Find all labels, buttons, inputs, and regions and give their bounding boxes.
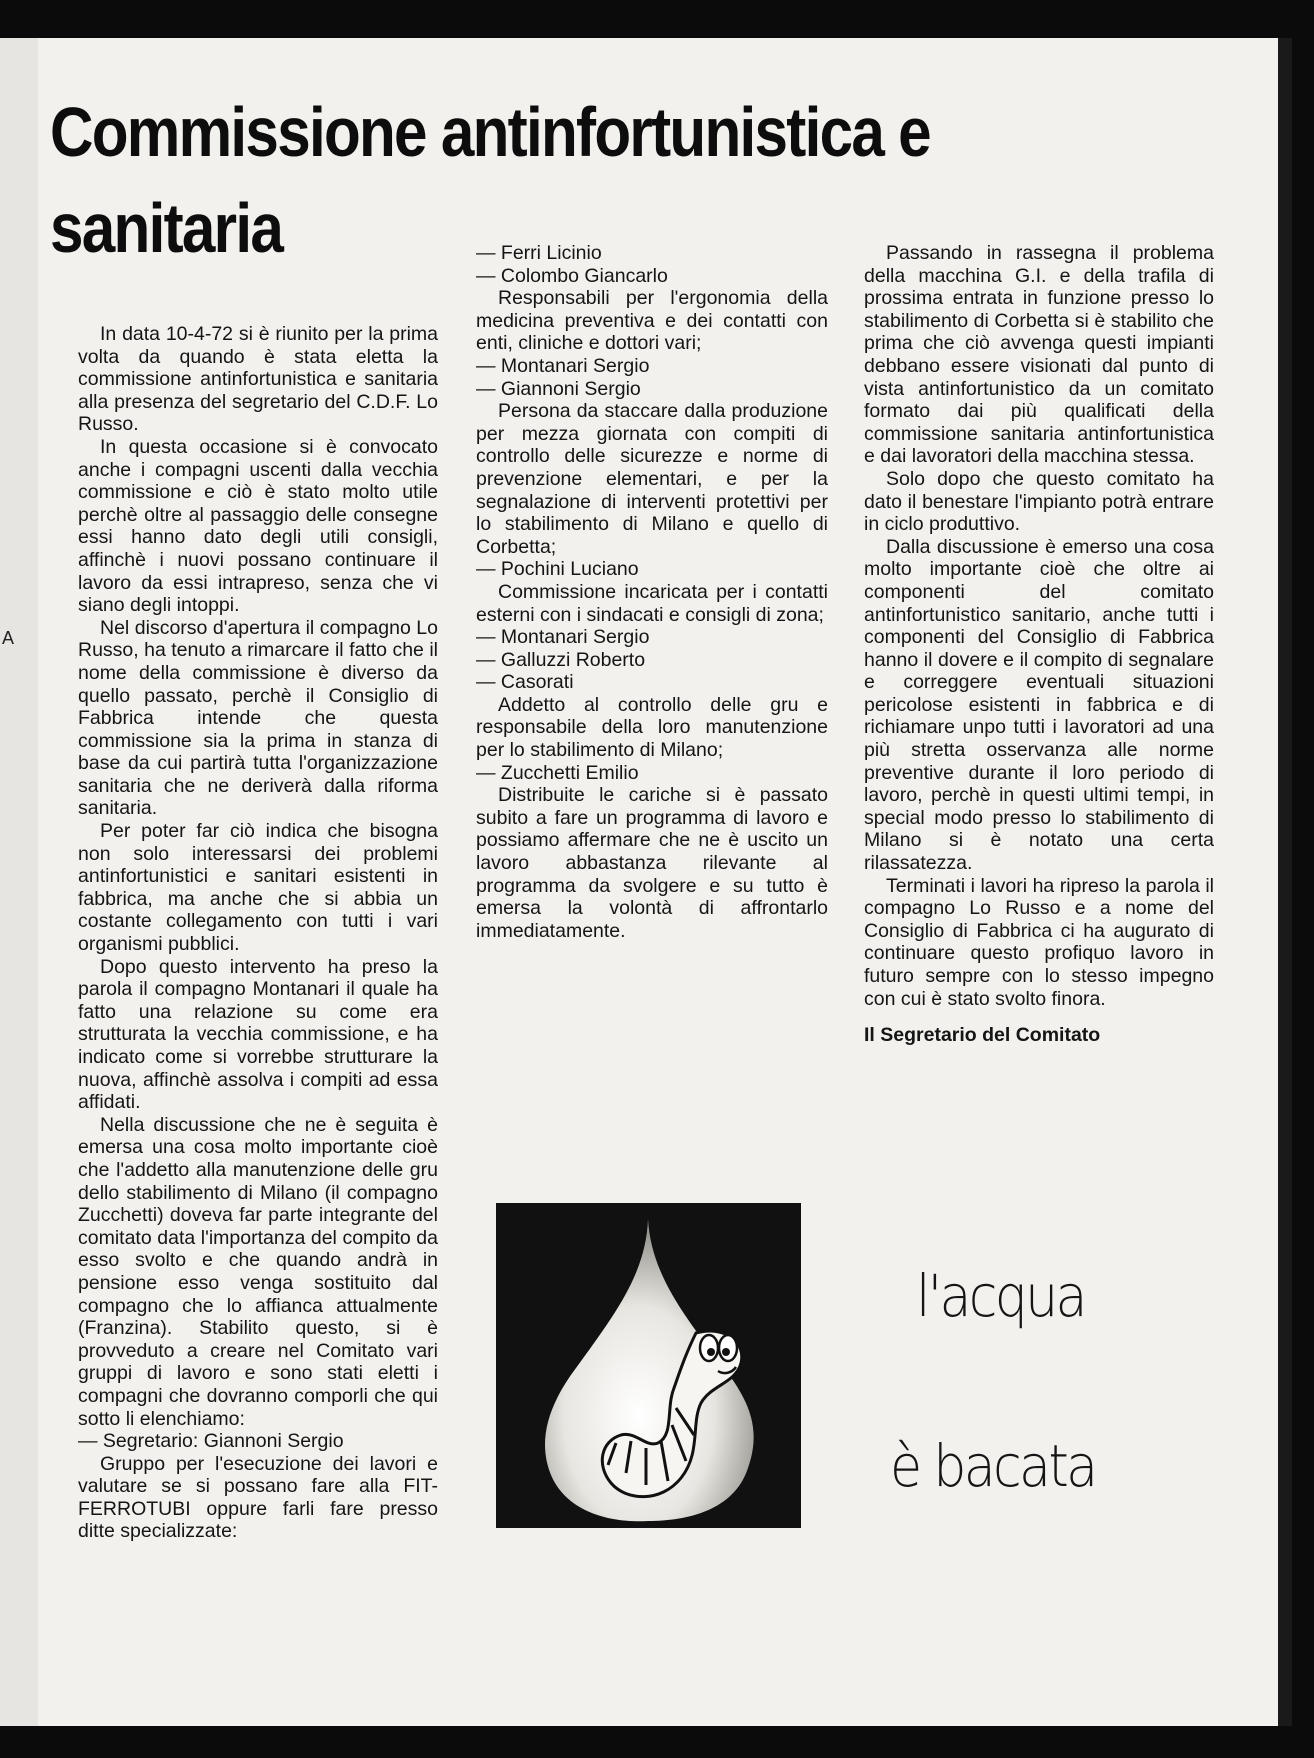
article-column-3 xyxy=(864,242,1214,1047)
article-title-line-2: sanitaria xyxy=(50,189,283,267)
article-column-2 xyxy=(476,242,828,942)
paragraph: Dalla discussione è emerso una cosa molto importante cioè che oltre ai componenti del comitato antinfortunistico sanitario, anche tutti i componenti del Consiglio di Fabbrica hanno il dovere e il compito di segnalare e correggere eventuali situazioni pericolose esistenti in fabbrica e di richiamare unpo tutti i lavoratori ad una più stretta osservanza alle norme preventive durante il loro periodo di lavoro, perchè in questi ultimi tempi, in special modo presso lo stabilimento di Milano si è notato una certa rilassatezza. xyxy=(864,535,1214,875)
paragraph: Terminati i lavori ha ripreso la parola il compagno Lo Russo e a nome del Consiglio di Fabbrica ci ha augurato di continuare questo profiquo lavoro in futuro sempre con lo stesso impegno con cui è stato svolto finora. xyxy=(864,874,1214,1010)
paragraph: In questa occasione si è convocato anche i compagni uscenti dalla vecchia commissione e ciò è stato molto utile perchè oltre al passaggio delle consegne essi hanno dato degli utili consigli, affinchè i nuovi possano continuare il lavoro da essi intrapreso, senza che vi siano degli intoppi. xyxy=(78,435,438,617)
list-item: — Pochini Luciano xyxy=(476,558,639,581)
list-item: — Zucchetti Emilio xyxy=(476,761,639,784)
adjacent-page-strip xyxy=(0,38,38,1726)
paragraph: Distribuite le cariche si è passato subito a fare un programma di lavoro e possiamo affermare che ne è uscito un lavoro abbastanza rilevante al programma da svolgere e su tutto è emersa la volontà di affrontarlo immediatamente. xyxy=(476,784,828,942)
paragraph: Dopo questo intervento ha preso la parola il compagno Montanari il quale ha fatto una relazione su come era strutturata la vecchia commissione, e ha indicato come si vorrebbe strutturare la nuova, affinchè assolva i compiti ad essa affidati. xyxy=(78,955,438,1114)
paragraph: In data 10-4-72 si è riunito per la prima volta da quando è stata eletta la commissione antinfortunistica e sanitaria alla presenza del segretario del C.D.F. Lo Russo. xyxy=(78,323,438,436)
paragraph: Gruppo per l'esecuzione dei lavori e valutare se si possano fare alla FIT-FERROTUBI oppure farli fare presso ditte specializzate: xyxy=(78,1452,438,1543)
paragraph: Solo dopo che questo comitato ha dato il benestare l'impianto potrà entrare in ciclo produttivo. xyxy=(864,467,1214,536)
article-signature: Il Segretario del Comitato xyxy=(864,1024,1101,1047)
water-drop-worm-illustration xyxy=(496,1203,801,1528)
paragraph: Passando in rassegna il problema della macchina G.I. e della trafila di prossima entrata in funzione presso lo stabilimento di Corbetta si è stabilito che prima che ciò avvenga questi impianti debbano essere visionati dal punto di vista antinfortunistico da un comitato formato dai più qualificati della commissione sanitaria antinfortunistica e dai lavoratori della macchina stessa. xyxy=(864,242,1214,468)
page-edge-shadow xyxy=(1278,38,1292,1726)
paragraph: Persona da staccare dalla produzione per mezza giornata con compiti di controllo delle sicurezze e norme di prevenzione elementari, e per la segnalazione di interventi protettivi per lo stabilimento di Milano e quello di Corbetta; xyxy=(476,400,828,558)
paragraph: Addetto al controllo delle gru e responsabile della loro manutenzione per lo stabilimento di Milano; xyxy=(476,693,828,762)
list-item: — Ferri Licinio xyxy=(476,242,602,264)
list-item: — Montanari Sergio xyxy=(476,626,650,649)
list-item: — Segretario: Giannoni Sergio xyxy=(78,1430,344,1453)
list-item: — Montanari Sergio xyxy=(476,354,650,377)
paragraph: Nel discorso d'apertura il compagno Lo Russo, ha tenuto a rimarcare il fatto che il nome della commissione è diverso da quello passato, perchè il Consiglio di Fabbrica intende che questa commissione sia la prima in stanza di base da cui partirà tutta l'organizzazione sanitaria che ne deriverà dalla riforma sanitaria. xyxy=(78,616,438,820)
paragraph: Responsabili per l'ergonomia della medicina preventiva e dei contatti con enti, cliniche e dottori vari; xyxy=(476,287,828,355)
paragraph: Per poter far ciò indica che bisogna non solo interessarsi dei problemi antinfortunistici e sanitari esistenti in fabbrica, ma anche che si abbia un costante collegamento con tutti i vari organismi pubblici. xyxy=(78,820,438,956)
water-drop-icon xyxy=(496,1203,801,1528)
adjacent-page-letter: A xyxy=(2,628,15,648)
list-item: — Galluzzi Roberto xyxy=(476,648,646,671)
paragraph: Commissione incaricata per i contatti esterni con i sindacati e consigli di zona; xyxy=(476,580,828,626)
article-column-1 xyxy=(78,323,438,1543)
slogan-line-2: è bacata xyxy=(890,1432,1096,1500)
list-item: — Colombo Giancarlo xyxy=(476,264,668,287)
list-item: — Giannoni Sergio xyxy=(476,377,641,400)
paragraph: Nella discussione che ne è seguita è emersa una cosa molto importante cioè che l'addetto alla manutenzione delle gru dello stabilimento di Milano (il compagno Zucchetti) doveva far parte integrante del comitato data l'importanza del compito da esso svolto e che quando andrà in pensione esso venga sostituito dal compagno che lo affianca attualmente (Franzina). Stabilito questo, si è provveduto a creare nel Comitato vari gruppi di lavoro e sono stati eletti i compagni che dovranno comporli che qui sotto li elenchiamo: xyxy=(78,1113,438,1430)
list-item: — Casorati xyxy=(476,671,574,694)
slogan-line-1: l'acqua xyxy=(916,1262,1085,1330)
article-title-line-1: Commissione antinfortunistica e xyxy=(50,93,930,171)
